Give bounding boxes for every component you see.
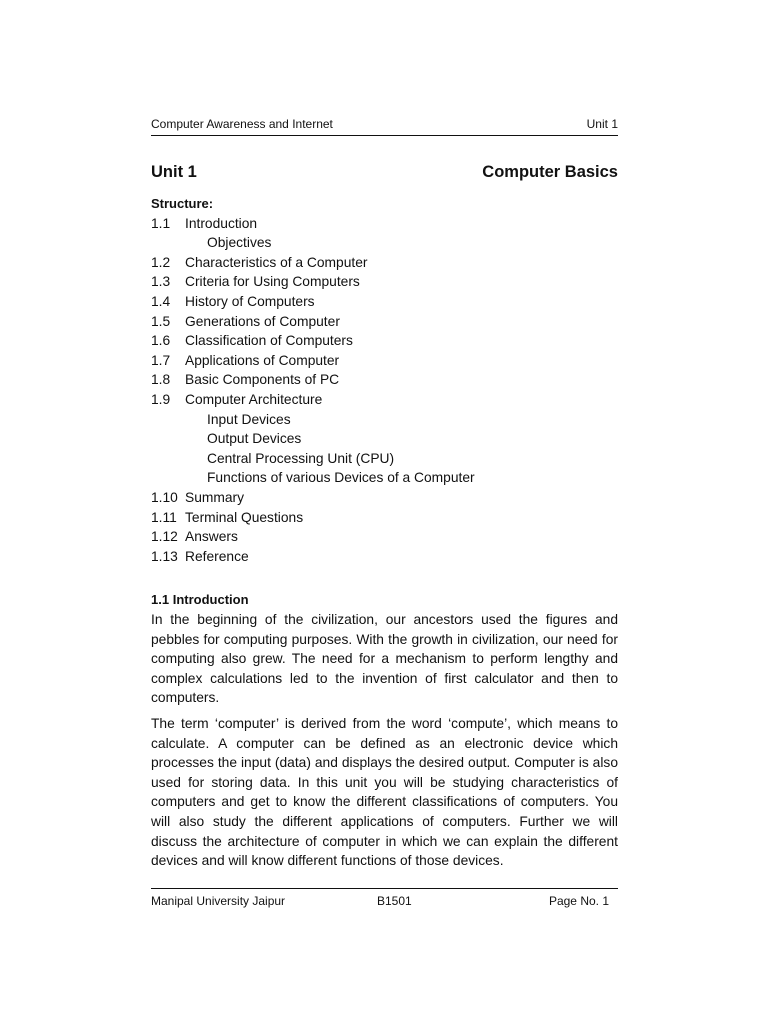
toc-item-text: Objectives [207,235,272,251]
toc-item-text: Answers [185,529,238,545]
toc-item-text: Classification of Computers [185,333,353,349]
toc-item [151,292,618,312]
toc-item-number: 1.13 [151,548,178,564]
toc-item [151,410,618,430]
structure-section [151,194,618,566]
running-header [151,116,618,136]
toc-item [151,527,618,547]
toc-item-text: Characteristics of a Computer [185,254,368,270]
toc-item-text: Output Devices [207,431,302,447]
toc-item-text: Computer Architecture [185,391,323,407]
toc-item [151,272,618,292]
introduction-heading-number: 1.1 [151,592,170,607]
toc-item-text: Introduction [185,215,258,231]
toc-item-number: 1.6 [151,333,171,349]
toc-item-text: Terminal Questions [185,509,304,525]
header-unit-label: Unit 1 [586,117,618,131]
table-of-contents [151,214,618,567]
document-page [151,0,618,1024]
introduction-paragraph: The term ‘computer’ is derived from the word ‘compute’, which means to calculate. A computer can be defined as an electronic device which processes the input (data) and displays the desired output. Computer is also used for storing data. In this unit you will be studying characteristics of computers and get to know the different classifications of computers. You will also study the different applications of computers. Further we will discuss the architecture of computer in which we can explain the different devices and will know different functions of those devices. [151,715,618,869]
toc-item-text: Generations of Computer [185,313,340,329]
toc-item [151,370,618,390]
toc-item [151,429,618,449]
toc-item [151,253,618,273]
running-footer [151,888,618,911]
unit-title: Computer Basics [482,163,618,181]
toc-item [151,390,618,410]
toc-item-text: Summary [185,489,245,505]
toc-item [151,508,618,528]
toc-item [151,468,618,488]
toc-item-number: 1.5 [151,313,171,329]
footer-course-code: B1501 [377,894,412,908]
toc-item-number: 1.10 [151,489,178,505]
toc-item [151,488,618,508]
toc-item-text: Criteria for Using Computers [185,274,360,290]
toc-item [151,214,618,234]
toc-item-number: 1.1 [151,215,171,231]
toc-item [151,312,618,332]
introduction-heading [151,590,618,610]
toc-item-text: Functions of various Devices of a Computer [207,470,475,486]
toc-item-number: 1.7 [151,352,171,368]
structure-label: Structure: [151,196,214,211]
introduction-paragraph: In the beginning of the civilization, our ancestors used the figures and pebbles for computing purposes. With the growth in civilization, our need for computing also grew. The need for a mechanism to perform lengthy and complex calculations led to the invention of first calculator and then to computers. [151,612,618,706]
header-course-title: Computer Awareness and Internet [151,117,333,131]
toc-item [151,331,618,351]
toc-item-number: 1.8 [151,372,171,388]
toc-item-text: History of Computers [185,293,315,309]
toc-item-text: Applications of Computer [185,352,340,368]
toc-item [151,233,618,253]
toc-item-number: 1.12 [151,529,178,545]
toc-item-text: Central Processing Unit (CPU) [207,450,395,466]
toc-item-text: Reference [185,548,249,564]
introduction-section [151,590,618,871]
toc-item-number: 1.9 [151,391,171,407]
unit-number: Unit 1 [151,163,197,181]
toc-item [151,449,618,469]
toc-item-number: 1.4 [151,293,171,309]
toc-item-text: Input Devices [207,411,291,427]
toc-item-number: 1.3 [151,274,171,290]
toc-item [151,547,618,567]
toc-item-number: 1.2 [151,254,171,270]
footer-page-number: Page No. 1 [548,894,609,908]
footer-university: Manipal University Jaipur [151,894,286,908]
introduction-heading-text: Introduction [172,592,249,607]
toc-item-text: Basic Components of PC [185,372,340,388]
toc-item-number: 1.11 [151,509,177,525]
toc-item [151,351,618,371]
